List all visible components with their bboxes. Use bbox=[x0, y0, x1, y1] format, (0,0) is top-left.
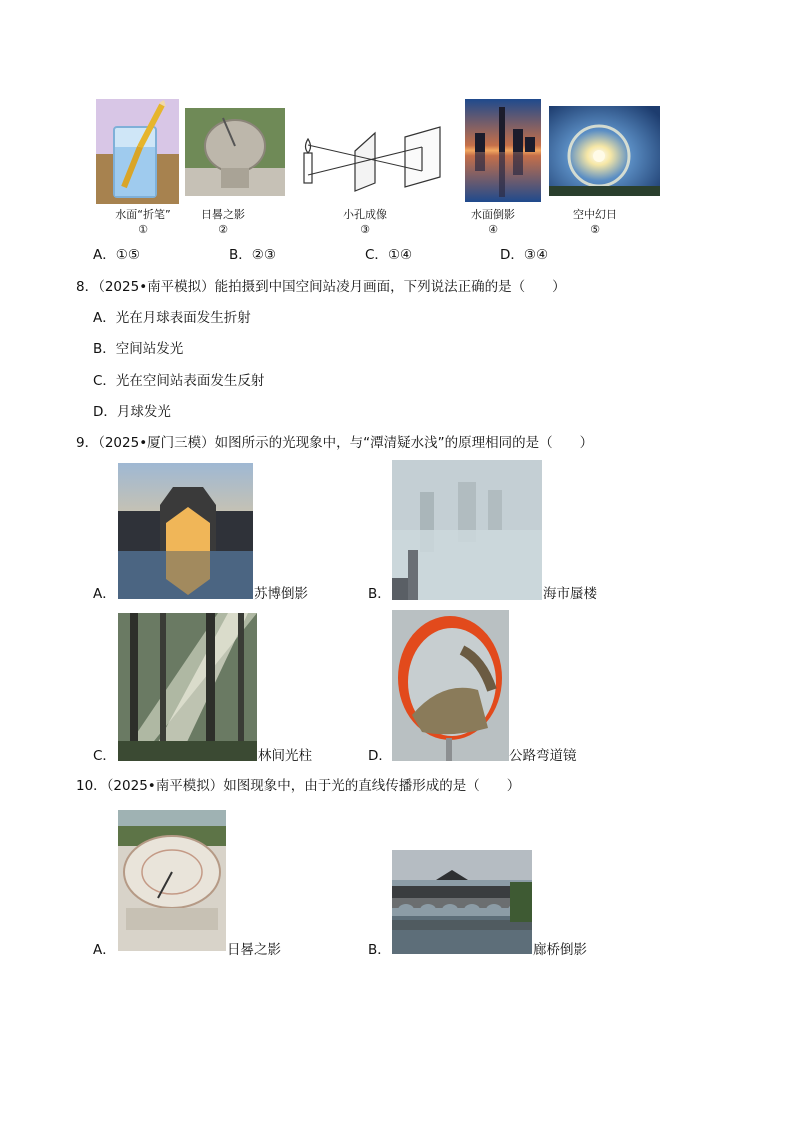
q9-option-b-letter: B． bbox=[368, 586, 391, 602]
q8-option-a: A．光在月球表面发生折射 bbox=[93, 310, 251, 326]
figure-number-5: ⑤ bbox=[590, 223, 600, 236]
q10-stem: 10．（2025•南平模拟）如图现象中，由于光的直线传播形成的是（ ） bbox=[76, 778, 521, 794]
figure-number-4: ④ bbox=[488, 223, 498, 236]
q7-option-d: D．③④ bbox=[500, 247, 549, 263]
figure-number-3: ③ bbox=[360, 223, 370, 236]
figure-caption-2: 日晷之影 bbox=[201, 208, 245, 221]
q7-option-a: A．①⑤ bbox=[93, 247, 140, 263]
q9-option-d-letter: D． bbox=[368, 748, 392, 764]
q9-option-b-caption: 海市蜃楼 bbox=[543, 586, 597, 602]
figure-number-1: ① bbox=[138, 223, 148, 236]
mirage-image bbox=[392, 460, 542, 600]
q9-option-c-letter: C． bbox=[93, 748, 116, 764]
figure-caption-4: 水面倒影 bbox=[471, 208, 515, 221]
sun-halo-image bbox=[549, 106, 660, 196]
q10-option-a-caption: 日晷之影 bbox=[227, 942, 281, 958]
suzhou-museum-reflection-image bbox=[118, 463, 253, 599]
q9-option-d-caption: 公路弯道镜 bbox=[509, 748, 577, 764]
q8-option-b: B．空间站发光 bbox=[93, 341, 184, 357]
q7-option-b: B．②③ bbox=[229, 247, 276, 263]
q9-stem: 9．（2025•厦门三模）如图所示的光现象中，与“潭清疑水浅”的原理相同的是（ ） bbox=[76, 435, 594, 451]
q9-option-a-letter: A． bbox=[93, 586, 116, 602]
pencil-in-water-image bbox=[96, 99, 179, 204]
sundial-image bbox=[185, 108, 285, 196]
city-reflection-image bbox=[465, 99, 541, 202]
q9-option-a-caption: 苏博倒影 bbox=[254, 586, 308, 602]
q8-option-c: C．光在空间站表面发生反射 bbox=[93, 373, 265, 389]
q7-option-c: C．①④ bbox=[365, 247, 413, 263]
q8-option-d: D．月球发光 bbox=[93, 404, 171, 420]
figure-caption-3: 小孔成像 bbox=[343, 208, 387, 221]
figure-caption-1: 水面“折笔” bbox=[115, 208, 171, 221]
q10-option-b-letter: B． bbox=[368, 942, 391, 958]
road-convex-mirror-image bbox=[392, 610, 509, 761]
q10-option-b-caption: 廊桥倒影 bbox=[533, 942, 587, 958]
q8-stem: 8．（2025•南平模拟）能拍摄到中国空间站凌月画面，下列说法正确的是（ ） bbox=[76, 279, 566, 295]
covered-bridge-reflection-image bbox=[392, 850, 532, 954]
figure-number-2: ② bbox=[218, 223, 228, 236]
figure-caption-5: 空中幻日 bbox=[573, 208, 617, 221]
sundial-shadow-image bbox=[118, 810, 226, 951]
forest-light-beams-image bbox=[118, 613, 257, 761]
pinhole-diagram bbox=[300, 113, 450, 193]
q10-option-a-letter: A． bbox=[93, 942, 116, 958]
q9-option-c-caption: 林间光柱 bbox=[258, 748, 312, 764]
